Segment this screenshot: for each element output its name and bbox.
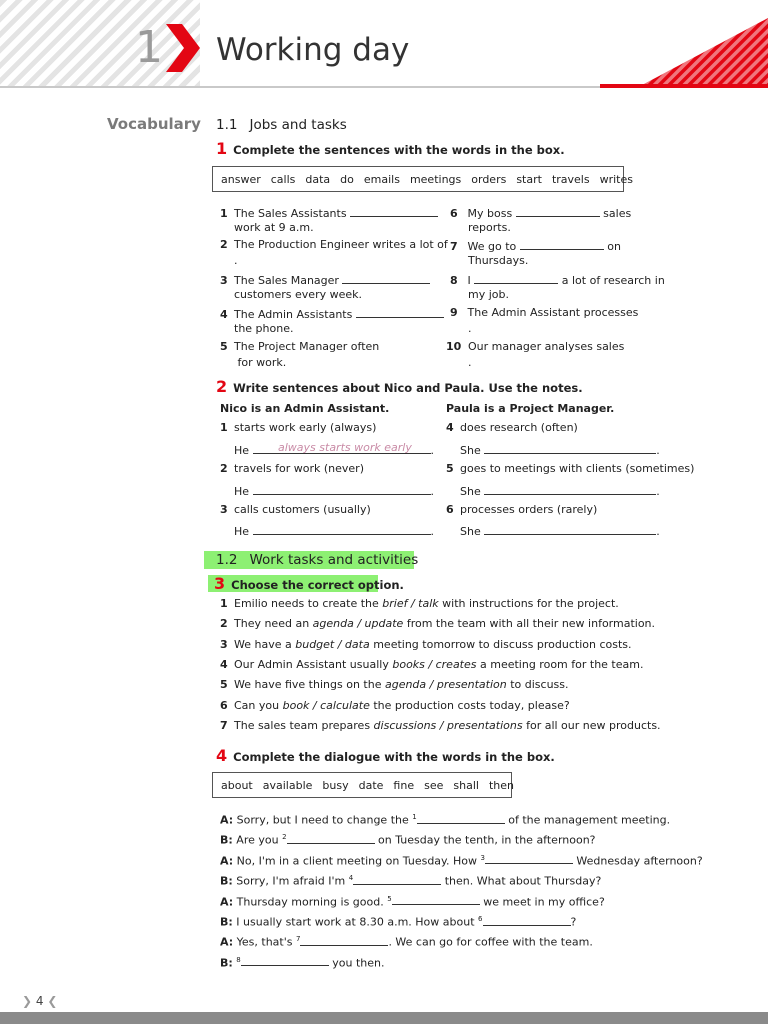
option-choice[interactable]: discussions / presentations bbox=[373, 718, 523, 732]
ex2-item-4-answer-line: She . bbox=[460, 444, 660, 457]
ex2-left-heading: Nico is an Admin Assistant. bbox=[220, 402, 390, 415]
exercise-2-instruction: 2 Write sentences about Nico and Paula. Use the notes. bbox=[216, 377, 583, 396]
ex2-item-1: 1 starts work early (always) bbox=[220, 421, 377, 434]
box-word: about bbox=[221, 778, 253, 792]
ex3-item: 1 Emilio needs to create the brief / talk with instructions for the project. bbox=[220, 597, 619, 610]
gap-field[interactable] bbox=[392, 893, 480, 905]
exercise-4-instruction: 4 Complete the dialogue with the words in the box. bbox=[216, 746, 555, 765]
ex3-item: 6 Can you book / calculate the production costs today, please? bbox=[220, 698, 570, 712]
section-heading-1-2: 1.2 Work tasks and activities bbox=[216, 552, 419, 568]
box-word: writes bbox=[599, 172, 633, 186]
ex1-item-5: 5 The Project Manager often for work. bbox=[220, 340, 380, 369]
option-choice[interactable]: agenda / update bbox=[312, 617, 404, 631]
box-word: data bbox=[305, 172, 331, 186]
answer-field[interactable] bbox=[253, 483, 431, 495]
ex1-item-8: 8 I a lot of research in my job. bbox=[450, 274, 665, 301]
ex1-item-9: 9 The Admin Assistant processes . bbox=[450, 306, 639, 335]
gap-field[interactable] bbox=[241, 954, 329, 966]
gap-field[interactable] bbox=[300, 934, 388, 946]
box-word: date bbox=[358, 778, 384, 792]
box-word: start bbox=[516, 172, 542, 186]
ex3-item: 2 They need an agenda / update from the team with all their new information. bbox=[220, 617, 656, 631]
ex1-item-3: 3 The Sales Manager customers every week. bbox=[220, 272, 430, 302]
box-word: then bbox=[488, 778, 514, 792]
dialogue-line: B: Sorry, I'm afraid I'm $^4$ then. What about Thursday? bbox=[220, 874, 602, 888]
ex2-example-answer: always starts work early bbox=[278, 441, 412, 454]
ex2-item-4: 4 does research (often) bbox=[446, 421, 578, 434]
box-word: fine bbox=[393, 778, 415, 792]
ex3-item: 3 We have a budget / data meeting tomorrow to discuss production costs. bbox=[220, 637, 632, 651]
box-word: answer bbox=[221, 172, 261, 186]
answer-field[interactable] bbox=[484, 442, 656, 454]
dialogue-line: A: Yes, that's $^7$ . We can go for coffee with the team. bbox=[220, 935, 593, 950]
dialogue-line: A: No, I'm in a client meeting on Tuesday. How $^3$ Wednesday afternoon? bbox=[220, 853, 703, 868]
option-choice[interactable]: books / creates bbox=[392, 657, 477, 671]
box-word: meetings bbox=[409, 172, 462, 186]
option-choice[interactable]: budget / data bbox=[295, 637, 370, 651]
box-word: shall bbox=[453, 778, 479, 792]
ex2-item-3-answer-line: He . bbox=[234, 525, 435, 538]
dialogue-line: B: I usually start work at 8.30 a.m. How about $^6$ ? bbox=[220, 915, 577, 929]
box-word: travels bbox=[551, 172, 590, 186]
box-word: busy bbox=[322, 778, 349, 792]
gap-field[interactable] bbox=[485, 852, 573, 864]
page-title: Working day bbox=[216, 32, 410, 68]
gap-field[interactable] bbox=[483, 914, 571, 926]
ex2-item-6: 6 processes orders (rarely) bbox=[446, 503, 598, 516]
header-corner-stripes bbox=[600, 18, 768, 86]
exercise-3-instruction: 3 Choose the correct option. bbox=[214, 574, 404, 593]
box-word: calls bbox=[270, 172, 296, 186]
box-word: available bbox=[262, 778, 313, 792]
option-choice[interactable]: agenda / presentation bbox=[384, 678, 507, 692]
gap-field[interactable] bbox=[417, 812, 505, 824]
dialogue-line: B: $^8$ you then. bbox=[220, 955, 385, 970]
ex2-item-2-answer-line: He . bbox=[234, 485, 435, 498]
ex1-item-4: 4 The Admin Assistants the phone. bbox=[220, 306, 444, 336]
ex2-item-2: 2 travels for work (never) bbox=[220, 462, 364, 475]
unit-number: 1 bbox=[135, 22, 163, 73]
exercise-1-instruction: 1 Complete the sentences with the words in the box. bbox=[216, 139, 565, 158]
answer-field[interactable] bbox=[253, 523, 431, 535]
ex3-item: 5 We have five things on the agenda / presentation to discuss. bbox=[220, 678, 569, 692]
ex1-item-2: 2 The Production Engineer writes a lot of . bbox=[220, 238, 448, 267]
word-box-4 bbox=[212, 772, 512, 798]
section-heading-1-1: 1.1 Jobs and tasks bbox=[216, 117, 347, 133]
word-box-1 bbox=[212, 166, 633, 192]
ex1-item-7: 7 We go to on Thursdays. bbox=[450, 240, 621, 267]
header-rule-accent bbox=[600, 84, 768, 88]
option-choice[interactable]: book / calculate bbox=[282, 698, 370, 712]
option-choice[interactable]: brief / talk bbox=[382, 597, 439, 610]
ex1-item-10: 10 Our manager analyses sales . bbox=[446, 340, 625, 369]
answer-field[interactable] bbox=[484, 523, 656, 535]
ex1-item-6: 6 My boss sales reports. bbox=[450, 207, 632, 234]
answer-field[interactable] bbox=[484, 483, 656, 495]
ex2-item-1-answer-line: He . bbox=[234, 444, 435, 457]
dialogue-line: A: Thursday morning is good. $^5$ we meet in my office? bbox=[220, 894, 605, 909]
box-word: emails bbox=[363, 172, 400, 186]
ex3-item: 4 Our Admin Assistant usually books / creates a meeting room for the team. bbox=[220, 657, 644, 671]
box-word: see bbox=[424, 778, 444, 792]
ex2-item-6-answer-line: She . bbox=[460, 525, 660, 538]
ex2-item-5-answer-line: She . bbox=[460, 485, 660, 498]
gap-field[interactable] bbox=[353, 873, 441, 885]
dialogue-line: A: Sorry, but I need to change the $^1$ of the management meeting. bbox=[220, 813, 671, 827]
gap-field[interactable] bbox=[287, 832, 375, 844]
ex2-item-3: 3 calls customers (usually) bbox=[220, 503, 371, 516]
chevron-right-icon bbox=[162, 22, 202, 74]
ex3-item: 7 The sales team prepares discussions / presentations for all our new products. bbox=[220, 718, 661, 732]
ex2-item-5: 5 goes to meetings with clients (sometimes) bbox=[446, 462, 695, 475]
page-number: ❯ 4 ❮ bbox=[22, 994, 58, 1008]
box-word: do bbox=[340, 172, 354, 186]
ex1-item-1: 1 The Sales Assistants work at 9 a.m. bbox=[220, 205, 438, 235]
box-word: orders bbox=[471, 172, 507, 186]
dialogue-line: B: Are you $^2$ on Tuesday the tenth, in the afternoon? bbox=[220, 833, 596, 848]
section-label: Vocabulary bbox=[107, 115, 201, 133]
ex2-right-heading: Paula is a Project Manager. bbox=[446, 402, 615, 415]
footer-bar bbox=[0, 1012, 768, 1024]
